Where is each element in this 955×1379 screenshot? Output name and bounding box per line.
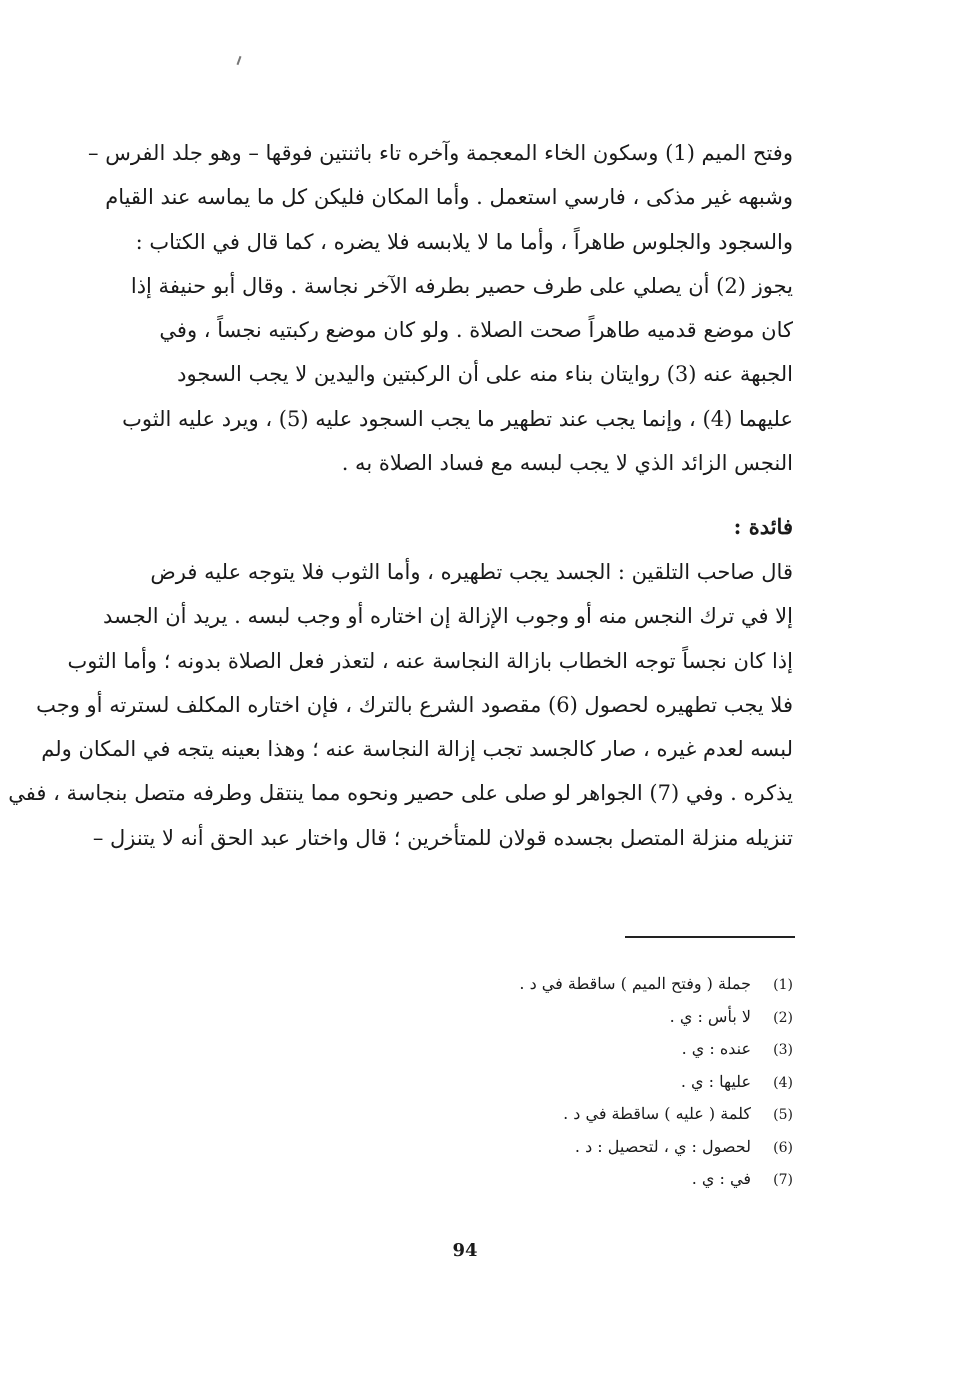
footnote-number: (7) bbox=[773, 1172, 793, 1188]
text-line: وشبهه غير مذكى ، فارسي استعمل . وأما المكان فليكن كل ما يماسه عند القيام bbox=[105, 185, 793, 210]
footnote-number: (6) bbox=[773, 1139, 793, 1156]
text-line: إلا في ترك النجس منه أو وجوب الإزالة إن اختاره أو وجب لبسه . يريد أن الجسد bbox=[103, 604, 793, 629]
section-heading bbox=[128, 505, 793, 549]
footnote-item bbox=[453, 1163, 793, 1196]
footnote-number: (3) bbox=[773, 1042, 793, 1058]
footnote-number: (5) bbox=[773, 1107, 793, 1123]
footnote-item bbox=[453, 1098, 793, 1131]
footnote-item bbox=[453, 1066, 793, 1099]
text-line: والسجود والجلوس طاهراً ، وأما ما لا يلابسه فلا يضره ، كما قال في الكتاب : bbox=[135, 229, 793, 254]
footnote-text: عنده : ي . bbox=[681, 1039, 751, 1058]
text-line: تنزيله منزلة المتصل بجسده قولان للمتأخرين ؛ قال واختار عبد الحق أنه لا يتنزل – bbox=[92, 825, 793, 850]
footnote-text: كلمة ( عليه ) ساقطة في د . bbox=[563, 1104, 751, 1123]
text-line: وفتح الميم (1) وسكون الخاء المعجمة وآخره تاء باثنتين فوقها – وهو جلد الفرس – bbox=[88, 141, 793, 165]
footnote-text: جملة ( وفتح الميم ) ساقطة في د . bbox=[519, 974, 751, 993]
heading-text: فائدة : bbox=[733, 514, 793, 539]
main-paragraph-1 bbox=[88, 131, 793, 485]
footnote-text: لا بأس : ي . bbox=[669, 1006, 751, 1026]
text-line: قال صاحب التلقين : الجسد يجب تطهيره ، وأما الثوب فلا يتوجه عليه فرض bbox=[150, 560, 793, 584]
footnote-text: عليها : ي . bbox=[680, 1071, 751, 1091]
footnote-number: (4) bbox=[773, 1074, 793, 1091]
footnotes bbox=[453, 968, 793, 1196]
footnote-number: (2) bbox=[773, 1009, 793, 1026]
footnote-item bbox=[453, 1033, 793, 1066]
text-line: يجوز (2) أن يصلي على طرف حصير بطرفه الآخر نجاسة . وقال أبو حنيفة إذا bbox=[130, 273, 793, 298]
text-line: عليهما (4) ، وإنما يجب عند تطهير ما يجب السجود عليه (5) ، ويرد عليه الثوب bbox=[122, 406, 793, 431]
scan-mark bbox=[237, 56, 242, 65]
text-line: فلا يجب تطهيره لحصول (6) مقصود الشرع بالترك ، فإن اختاره المكلف لسترته أو وجب bbox=[36, 692, 793, 717]
footnote-item bbox=[453, 968, 793, 1001]
text-line: يذكره . وفي (7) الجواهر لو صلى على حصير ونحوه مما ينتقل وطرفه متصل بنجاسة ، ففي bbox=[8, 781, 793, 806]
footnote-number: (1) bbox=[773, 977, 793, 993]
text-line: لبسه لعدم غيره ، صار كالجسد تجب إزالة النجاسة عنه ؛ وهذا بعينه يتجه في المكان ولم bbox=[41, 737, 793, 762]
text-line: الجبهة عنه (3) روايتان بناء منه على أن الركبتين واليدين لا يجب السجود bbox=[177, 362, 793, 387]
text-line: النجس الزائد الذي لا يجب لبسه مع فساد الصلاة به . bbox=[341, 451, 793, 476]
footnote-divider bbox=[625, 936, 795, 938]
footnote-item bbox=[453, 1131, 793, 1164]
text-line: كان موضع قدميه طاهراً صحت الصلاة . ولو كان موضع ركبتيه نجساً ، وفي bbox=[159, 318, 793, 343]
page-number: 94 bbox=[452, 1240, 478, 1261]
footnote-text: في : ي . bbox=[691, 1169, 751, 1188]
footnote-item bbox=[453, 1001, 793, 1034]
main-paragraph-2 bbox=[8, 550, 793, 860]
footnote-text: لحصول : ي ، لتحصيل : د . bbox=[574, 1136, 751, 1156]
text-line: إذا كان نجساً توجه الخطاب بازالة النجاسة عنه ، لتعذر فعل الصلاة بدونه ؛ وأما الثوب bbox=[67, 648, 793, 673]
